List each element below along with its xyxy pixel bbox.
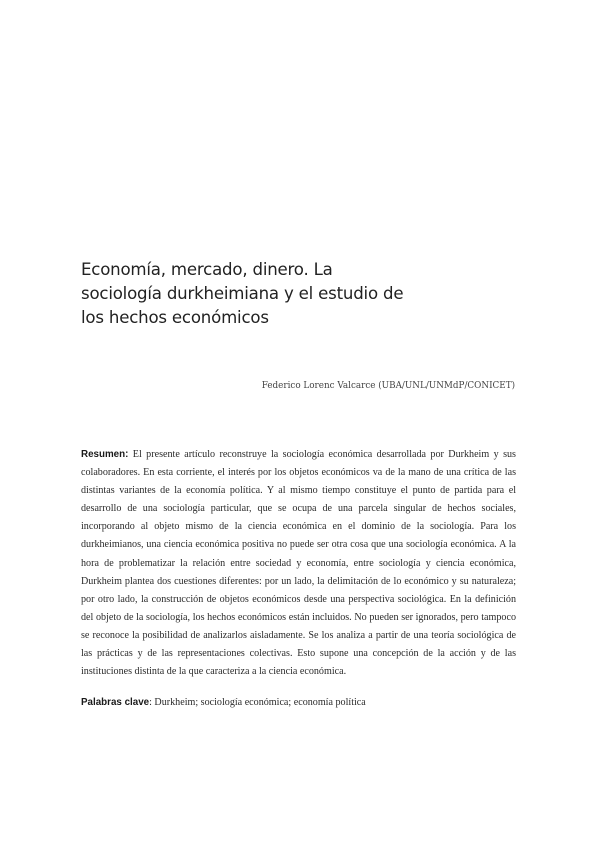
abstract-text: El presente artículo reconstruye la sociología económica desarrollada por Durkheim y sus colaboradores. En esta corriente, el interés por los objetos económicos va de la mano de una crítica de las distintas variantes de la economía política. Y al mismo tiempo constituye el punto de partida para el desarrollo de una sociología particular, que se ocupa de una parcela singular de hechos sociales, incorporando al objeto mismo de la ciencia económica en el dominio de la sociología. Para los durkheimianos, una ciencia económica positiva no puede ser otra cosa que una sociología económica. A la hora de problematizar la relación entre sociedad y economía, entre sociología y ciencia económica, Durkheim plantea dos cuestiones diferentes: por un lado, la delimitación de lo económico y su naturaleza; por otro lado, la construcción de objetos económicos desde una perspectiva sociológica. En la definición del objeto de la sociología, los hechos económicos están incluidos. No pueden ser ignorados, pero tampoco se reconoce la posibilidad de analizarlos aisladamente. Se los analiza a partir de una teoría sociológica de las prácticas y de las representaciones colectivas. Esto supone una concepción de la acción y de las instituciones distinta de la que caracteriza a la ciencia económica.: [81, 449, 516, 678]
article-title: [81, 258, 521, 330]
abstract-label: Resumen:: [81, 449, 129, 460]
article-author: Federico Lorenc Valcarce (UBA/UNL/UNMdP/CONICET): [261, 381, 515, 391]
article-title-line-3: los hechos económicos: [81, 308, 269, 327]
abstract-paragraph: [81, 446, 516, 681]
keywords-label: Palabras clave: [81, 697, 150, 708]
article-title-line-1: Economía, mercado, dinero. La: [81, 260, 333, 279]
keywords-paragraph: [81, 694, 516, 712]
article-title-line-2: sociología durkheimiana y el estudio de: [81, 284, 404, 303]
keywords-text: : Durkheim; sociología económica; economía política: [149, 697, 366, 708]
